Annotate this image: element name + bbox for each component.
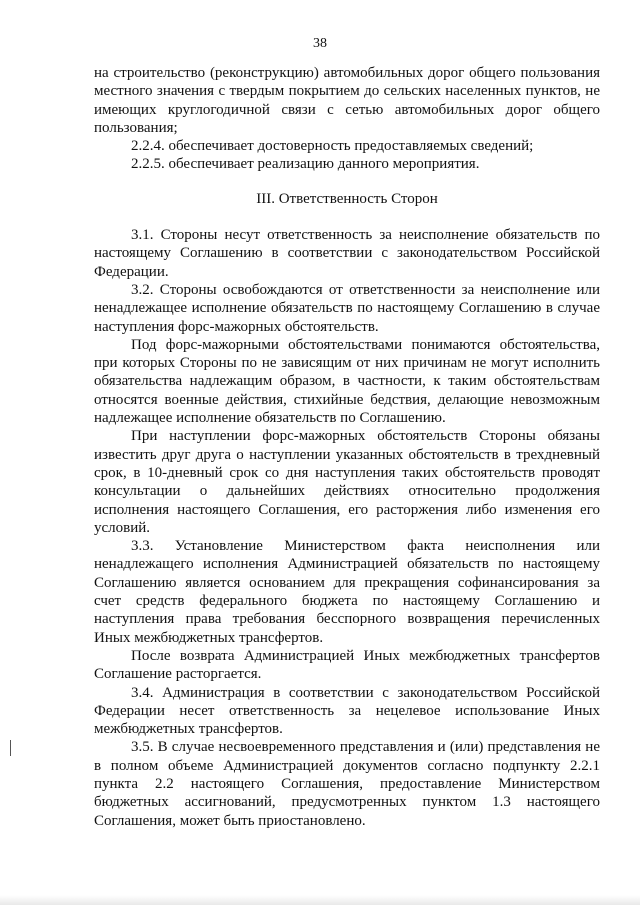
- paragraph-3-1: 3.1. Стороны несут ответственность за неисполнение обязательств по настоящему Соглашению в соответствии с законодательством Российской Федерации.: [94, 227, 600, 280]
- paragraph-3-4: 3.4. Администрация в соответствии с законодательством Российской Федерации несет ответственность за нецелевое использование Иных межбюджетных трансфертов.: [94, 684, 600, 738]
- document-body: [94, 64, 600, 830]
- paragraph-continuation: на строительство (реконструкцию) автомобильных дорог общего пользования местного значения с твердым покрытием до сельских населенных пунктов, не имеющих круглогодичной связи с сетью автомобильных дорог общего пользования;: [94, 65, 600, 136]
- paragraph-force-majeure-notice: При наступлении форс-мажорных обстоятельств Стороны обязаны известить друг друга о наступлении указанных обстоятельств в трехдневный срок, в 10-дневный срок со дня наступления таких обстоятельств проводят консультации о дальнейших действиях относительно продолжения исполнения настоящего Соглашения, его расторжения либо изменения его условий.: [94, 428, 600, 536]
- paragraph-2-2-5: 2.2.5. обеспечивает реализацию данного мероприятия.: [131, 156, 480, 173]
- paragraph-3-5: 3.5. В случае несвоевременного представления и (или) представления не в полном объеме Администрацией документов согласно подпункту 2.2.1 пункта 2.2 настоящего Соглашения, предоставление Министерством бюджетных ассигнований, предусмотренных пунктом 1.3 настоящего Соглашения, может быть приостановлено.: [94, 739, 600, 829]
- page-number: 38: [313, 36, 327, 51]
- scan-bottom-edge: [0, 895, 640, 905]
- paragraph-3-2: 3.2. Стороны освобождаются от ответственности за неисполнение или ненадлежащее исполнение обязательств по настоящему Соглашению в случае наступления форс-мажорных обстоятельств.: [94, 281, 600, 335]
- paragraph-2-2-4: 2.2.4. обеспечивает достоверность предоставляемых сведений;: [131, 138, 534, 155]
- paragraph-force-majeure-definition: Под форс-мажорными обстоятельствами понимаются обстоятельства, при которых Стороны по не зависящим от них причинам не могут исполнить обязательства надлежащим образом, в частности, к таким обстоятельствам относятся военные действия, стихийные бедствия, делающие невозможным надлежащее исполнение обязательств по Соглашению.: [94, 336, 600, 427]
- scan-margin-mark: [10, 740, 11, 756]
- paragraph-termination: После возврата Администрацией Иных межбюджетных трансфертов Соглашение расторгается.: [94, 647, 600, 683]
- section-heading: III. Ответственность Сторон: [256, 190, 438, 207]
- paragraph-3-3: 3.3. Установление Министерством факта неисполнения или ненадлежащего исполнения Администрацией обязательств по настоящему Соглашению является основанием для прекращения софинансирования за счет средств федерального бюджета по настоящему Соглашению и наступления права требования бесспорного возвращения перечисленных Иных межбюджетных трансфертов.: [94, 538, 600, 646]
